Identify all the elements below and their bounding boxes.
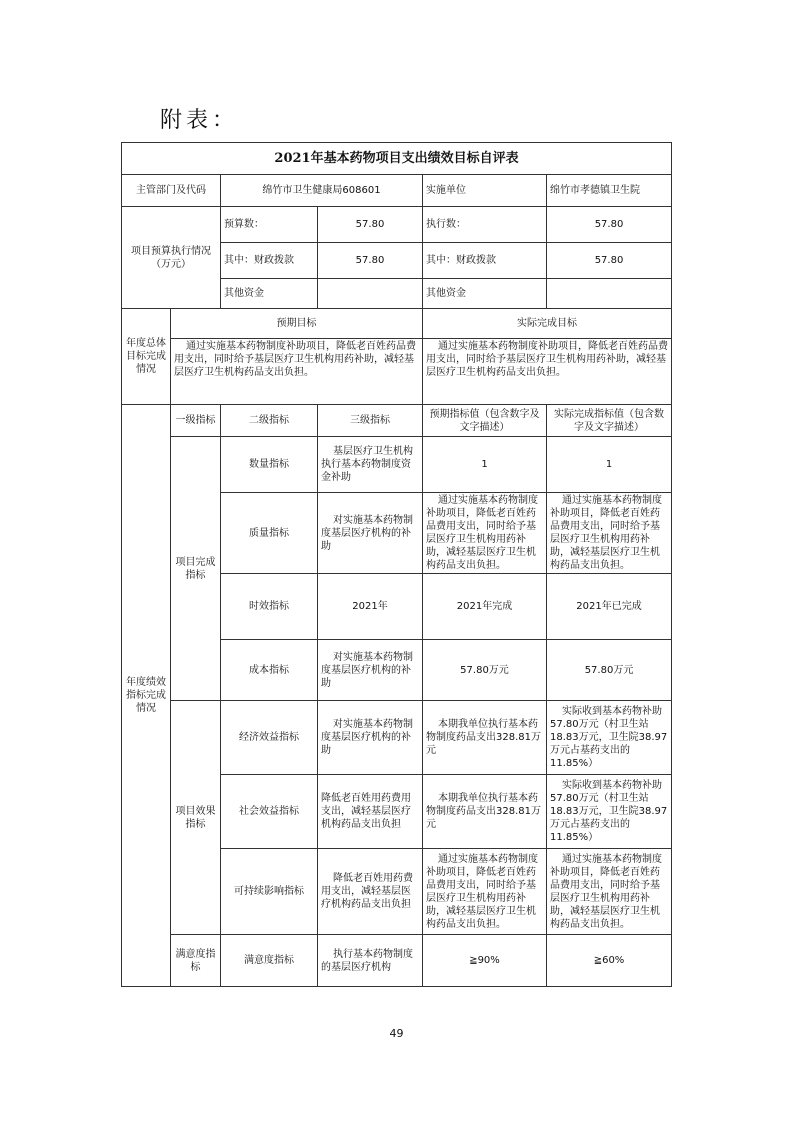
level3-cell: 执行基本药物制度的基层医疗机构 [318,935,423,987]
self-evaluation-table [121,142,672,987]
exec-value: 57.80 [547,207,672,243]
actual-cell: 通过实施基本药物制度补助项目，降低老百姓药品费用支出，同时给予基层医疗卫生机构用药补助，减轻基层医疗卫生机构药品支出负担。 [547,493,672,574]
expected-cell: 本期我单位执行基本药物制度药品支出328.81万元 [423,701,547,775]
exec-label: 执行数： [423,207,547,243]
header-expected: 预期指标值（包含数字及文字描述） [423,405,547,437]
unit-value: 绵竹市孝德镇卫生院 [547,175,672,207]
budget-plan-value: 57.80 [318,207,423,243]
expected-cell: 本期我单位执行基本药物制度药品支出328.81万元 [423,775,547,849]
budget-plan-label: 预算数： [221,207,318,243]
other-value-2 [547,279,672,309]
expected-cell: 2021年完成 [423,574,547,640]
header-level1: 一级指标 [171,405,221,437]
level3-cell: 对实施基本药物制度基层医疗机构的补助 [318,640,423,701]
group-effect: 项目效果指标 [171,701,221,935]
header-level3: 三级指标 [318,405,423,437]
perf-label: 年度绩效指标完成情况 [122,405,171,987]
level2-cell: 经济效益指标 [221,701,318,775]
fiscal-value-2: 57.80 [547,243,672,279]
table-row [122,701,672,775]
actual-cell: 57.80万元 [547,640,672,701]
fiscal-label-2: 其中：财政拨款 [423,243,547,279]
actual-cell: 1 [547,437,672,493]
actual-cell: 通过实施基本药物制度补助项目，降低老百姓药品费用支出，同时给予基层医疗卫生机构用药补助，减轻基层医疗卫生机构药品支出负担。 [547,849,672,935]
expected-cell: 57.80万元 [423,640,547,701]
table-title: 2021年基本药物项目支出绩效目标自评表 [122,143,672,175]
level2-cell: 数量指标 [221,437,318,493]
page-number: 49 [389,1027,404,1040]
dept-value: 绵竹市卫生健康局608601 [221,175,423,207]
level2-cell: 成本指标 [221,640,318,701]
expected-goal-text: 通过实施基本药物制度补助项目，降低老百姓药品费用支出，同时给予基层医疗卫生机构用药补助，减轻基层医疗卫生机构药品支出负担。 [171,339,423,405]
table-row [122,935,672,987]
level2-cell: 社会效益指标 [221,775,318,849]
level2-cell: 时效指标 [221,574,318,640]
actual-cell: 2021年已完成 [547,574,672,640]
expected-goal-label: 预期目标 [171,309,423,339]
expected-cell: 通过实施基本药物制度补助项目，降低老百姓药品费用支出，同时给予基层医疗卫生机构用药补助，减轻基层医疗卫生机构药品支出负担。 [423,493,547,574]
expected-cell: 1 [423,437,547,493]
page-heading: 附表： [160,108,239,133]
level2-cell: 可持续影响指标 [221,849,318,935]
expected-cell: 通过实施基本药物制度补助项目，降低老百姓药品费用支出，同时给予基层医疗卫生机构用药补助，减轻基层医疗卫生机构药品支出负担。 [423,849,547,935]
other-value-1 [318,279,423,309]
header-level2: 二级指标 [221,405,318,437]
actual-goal-text: 通过实施基本药物制度补助项目，降低老百姓药品费用支出，同时给予基层医疗卫生机构用药补助，减轻基层医疗卫生机构药品支出负担。 [423,339,672,405]
fiscal-value-1: 57.80 [318,243,423,279]
level3-cell: 降低老百姓用药费用支出，减轻基层医疗机构药品支出负担 [318,775,423,849]
level3-cell: 降低老百姓用药费用支出，减轻基层医疗机构药品支出负担 [318,849,423,935]
level2-cell: 质量指标 [221,493,318,574]
actual-cell: 实际收到基本药物补助57.80万元（村卫生站18.83万元，卫生院38.97万元占基药支出的11.85%） [547,775,672,849]
header-actual: 实际完成指标值（包含数字及文字描述） [547,405,672,437]
level2-cell: 满意度指标 [221,935,318,987]
budget-label: 项目预算执行情况（万元） [122,207,221,309]
level3-cell: 基层医疗卫生机构执行基本药物制度资金补助 [318,437,423,493]
fiscal-label-1: 其中：财政拨款 [221,243,318,279]
level3-cell: 2021年 [318,574,423,640]
table-row [122,437,672,493]
expected-cell: ≧90% [423,935,547,987]
group-satisfaction: 满意度指标 [171,935,221,987]
level3-cell: 对实施基本药物制度基层医疗机构的补助 [318,701,423,775]
other-label-2: 其他资金 [423,279,547,309]
actual-goal-label: 实际完成目标 [423,309,672,339]
other-label-1: 其他资金 [221,279,318,309]
dept-label: 主管部门及代码 [122,175,221,207]
level3-cell: 对实施基本药物制度基层医疗机构的补助 [318,493,423,574]
annual-goal-label: 年度总体目标完成情况 [122,309,171,405]
group-completion: 项目完成指标 [171,437,221,701]
actual-cell: 实际收到基本药物补助57.80万元（村卫生站18.83万元，卫生院38.97万元占基药支出的11.85%） [547,701,672,775]
actual-cell: ≧60% [547,935,672,987]
unit-label: 实施单位 [423,175,547,207]
